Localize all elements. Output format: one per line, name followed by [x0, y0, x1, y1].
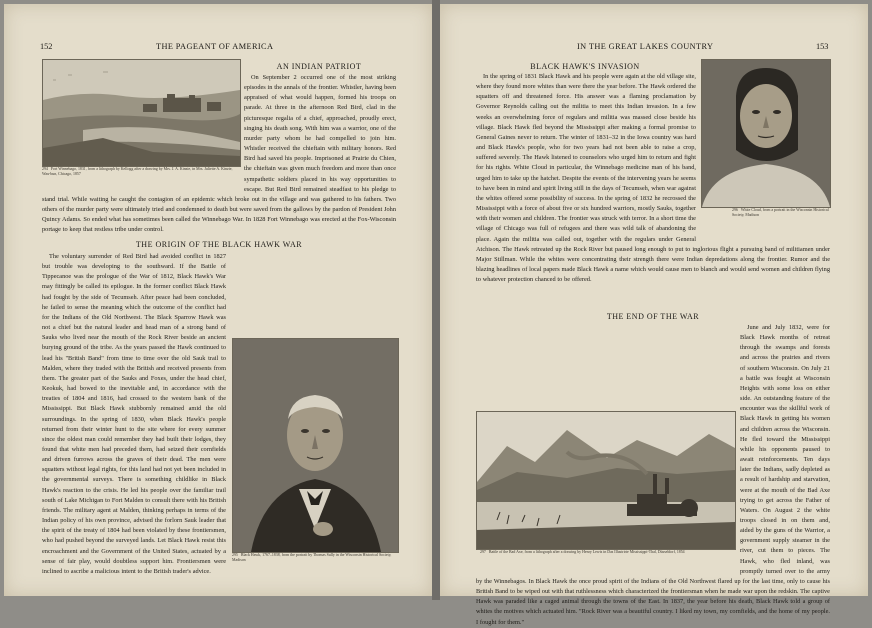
- figure-297-text: Battle of the Bad Axe, from a lithograph after a drawing by Henry Lewis in Das Illustrirte Mississippi-Thal, Düsseldorf, 1854: [488, 550, 685, 554]
- paragraph-invasion: In the spring of 1831 Black Hawk and his people were again at the old village site, where they found more whites than were there the year before. The Hawk ordered the squatters off and threatened force. His answer was a flaming proclamation by Governor Reynolds calling out the militia to meet this Indian invasion. In a few weeks an overwhelming force of regulars and militia was massed close beside his village. Black Hawk fled beyond the Mississippi after making a formal promise to General Gaines never to return. The winter of 1831–32 in the Iowa country was hard and Black Hawk's people, who for two years had not been able to raise a crop, suffered severely. The Hawk listened to counselors who urged him to return and fight for his rights. White Cloud in particular, the Winnebago medicine man of his band, urged him to take up the hatchet. Despite the events of the intervening years he seems to have been in mind and spirit living still in the days of Tecumseh, when war against the whites offered some possibility of success. In the spring of 1832 he recrossed the Mississippi with a force of about five or six hundred warriors, mostly Sauks, together with their women and children. The frontier was struck with terror. In a short time the village of Chicago was full of refugees and there was wild talk of abandoning the place. Again the militia was called out, together with the regulars under General Atchison. The Hawk retreated up the Rock River but paused long enough to put to inglorious flight a pursuing band of militiamen under Major Stillman. While the whites were concentrating their strength there were Indian depredations along the frontier. Rumor and the blazing headlines of local papers made Black Hawk a name which would cause men to blanch and would send women and children flying to whatever protection chanced to be offered.: [476, 73, 830, 284]
- figure-296-text: White Cloud, from a portrait in the Wisconsin Historical Society, Madison: [732, 208, 829, 217]
- figure-297-caption: [480, 550, 730, 555]
- heading-origin-black-hawk-war: THE ORIGIN OF THE BLACK HAWK WAR: [135, 240, 303, 249]
- section-indian-patriot-text: [42, 73, 396, 236]
- paragraph-origin: The voluntary surrender of Red Bird had avoided conflict in 1827 but trouble was developing to the southward. If the Battle of Tippecanoe was the prologue of the War of 1812, Black Hawk's War may fittingly be called its epilogue. In the former conflict Black Hawk had fought by the side of Tecumseh. After peace had been concluded, he failed to sense the meaning which the outcome of the conflict had for the Indians of the Old Northwest. The Black Sparrow Hawk was not a chief but the natural leader and head man of a strong band of Sauks who lived near the mouth of the Rock River beside an ancient burying ground of the tribe. As the years passed the Hawk continued to lead his "British Band" from time to time over the old Sauk trail to Malden, where they traded with the British and received presents from them. The greater part of the Sauks and Foxes, under the head chief, Keokuk, had bowed to the inevitable and, in accordance with the treaties of 1804 and 1816, had crossed to the western bank of the Mississippi. But Black Hawk stubbornly remained amid the old surroundings. In the spring of 1830, when Black Hawk's people returned from their winter hunt to the site where for every summer since the oldest man could remember they had built their lodges, they found that white men had preceded them, had seized their cornfields and driven furrows across the graves of their dead. The men were squatters without legal rights, for this land had not yet been included in the governmental surveys. There is something childlike in Black Hawk's reaction to the crisis. He led his people over the familiar trail south of Lake Michigan to Fort Malden to consult there with his British friends. The military agent at Malden, thinking perhaps in terms of the Indian policy of his own province, advised the forlorn Sauk leader that the spirit of the treaty of 1804 had been violated by these frontiersmen, who had pushed beyond the surveyed lands. Let Black Hawk resist this encroachment and the Government of the United States, actuated by a sense of fair play, would doubtless support him. Frontiersmen were inclined to ascribe a malicious intent to the British trader's advice.: [42, 253, 226, 575]
- section-invasion-text: [476, 72, 830, 285]
- figure-294-number: 294: [42, 167, 48, 171]
- float-spacer: [42, 73, 244, 190]
- heading-end-of-the-war: THE END OF THE WAR: [606, 312, 700, 321]
- left-page: [4, 4, 432, 596]
- running-head-left: THE PAGEANT OF AMERICA: [156, 42, 274, 51]
- figure-295-caption: [232, 553, 397, 562]
- figure-294-text: Fort Winnebago, 1831, from a lithograph by Kellogg after a drawing by Mrs. J. A. Kinzie, in Mrs. Juliette A. Kinzie, Wau-bun, Chicago, 1857: [42, 167, 233, 176]
- battle-of-bad-axe-illustration: [476, 411, 736, 550]
- paragraph-end-of-war: June and July 1832, were for Black Hawk months of retreat through the swamps and forests and across the prairies and rivers of southern Wisconsin. On July 21 a battle was fought at Wisconsin Heights with some loss on either side. An outstanding feature of the encounter was the skillful work of Black Hawk in getting his women and children across the Wisconsin. He fled toward the Mississippi while his opponents paused to await reinforcements. Ten days later the Indians, sadly depleted as a result of hardship and starvation, were at the mouth of the Bad Axe trying to get across the Father of Waters. On August 2 the white troops closed in on them and, aided by the guns of the Warrior, a government supply steamer in the river, cut them to pieces. The Hawk, who fled inland, was promptly turned over to the army by the Winnebagos. In Black Hawk the once proud spirit of the Indians of the Old Northwest flared up for the last time, only to cause his British Band to be wiped out with that ruthlessness which characterized the frontiersman when he made war upon the redskin. The captive Hawk was paraded like a caged animal through the towns of the East. In 1837, the year before his death, Black Hawk told a group of whites the motives which actuated him. "Rock River was a beautiful country. I liked my town, my cornfields, and the home of my people. I fought for them.": [476, 324, 830, 626]
- figure-295-text: Black Hawk, 1767–1838, from the portrait by Thomas Sully in the Wisconsin Historical Society, Madison: [232, 553, 392, 562]
- right-page: [440, 4, 868, 626]
- heading-an-indian-patriot: AN INDIAN PATRIOT: [276, 62, 362, 71]
- page-number-right: 153: [816, 42, 829, 51]
- figure-296-number: 296: [732, 208, 738, 212]
- page-number-left: 152: [40, 42, 53, 51]
- heading-black-hawks-invasion: BLACK HAWK'S INVASION: [530, 62, 640, 71]
- figure-295-number: 295: [232, 553, 238, 557]
- paragraph-indian-patriot: On September 2 occurred one of the most striking episodes in the annals of the frontier. Whistler, having been appraised of what would happen, formed his troops on parade. At three in the afternoon Red Bird, clad in the picturesque regalia of a chief, approached, proudly erect, singing his death song. With him was a warrior, one of the murder party whom he had compelled to join him. Whistler received the chieftain with military honors. Red Bird had saved his people. Imprisoned at Prairie du Chien, the chieftain was given much freedom and more than once sympathetic soldiers placed in his way opportunities to escape. But Red Bird remained steadfast to his pledge to stand trial. While waiting he caught the contagion of an epidemic which broke out in the village and was gathered to his fathers. Two others of the murder party were ultimately tried and condemned to death but were saved from the gallows by the pardon of President John Quincy Adams. So ended what has sometimes been called the Winnebago War. In 1828 Fort Winnebago was erected at the Fox-Wisconsin portage to keep that restless tribe under control.: [42, 74, 396, 234]
- running-head-right: IN THE GREAT LAKES COUNTRY: [577, 42, 714, 51]
- figure-297-number: 297: [480, 550, 486, 554]
- book-gutter: [432, 0, 440, 600]
- black-hawk-portrait: [232, 338, 399, 553]
- float-spacer: [696, 72, 830, 236]
